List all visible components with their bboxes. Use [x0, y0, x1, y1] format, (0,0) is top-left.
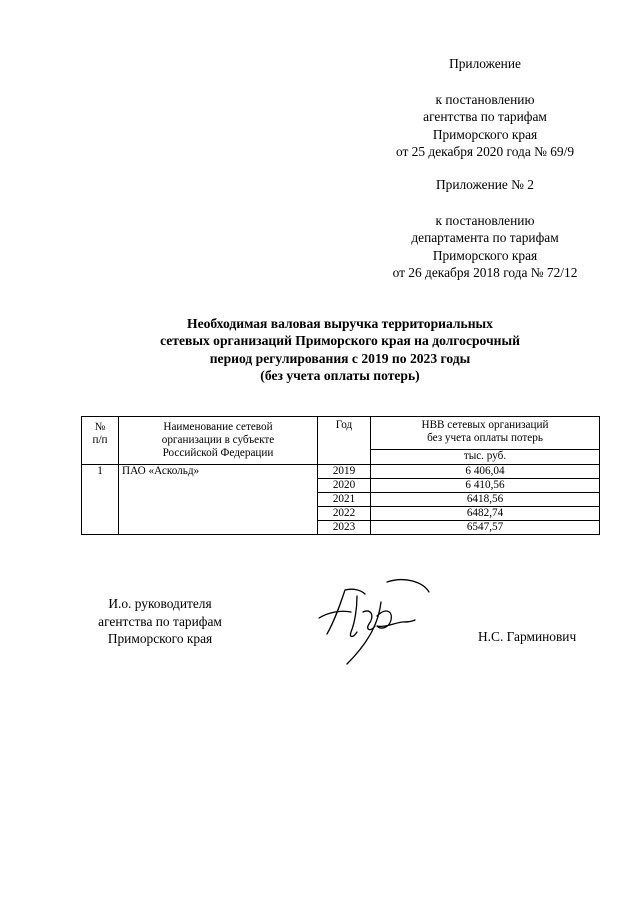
appendix-line: Приморского края [432, 247, 538, 263]
header-year: Год [318, 417, 371, 465]
row-year: 2021 [318, 493, 371, 507]
title-line: период регулирования с 2019 по 2023 годы [209, 350, 471, 366]
row-year: 2022 [318, 507, 371, 521]
title-line: (без учета оплаты потерь) [260, 368, 420, 384]
row-value: 6418,56 [371, 493, 600, 507]
row-value: 6547,57 [371, 521, 600, 535]
row-org-name: ПАО «Аскольд» [119, 465, 318, 535]
row-value: 6482,74 [371, 507, 600, 521]
attachment-line: Приморского края [432, 126, 538, 142]
appendix-line: от 26 декабря 2018 года № 72/12 [392, 265, 578, 281]
attachment-header [360, 55, 610, 161]
header-name: Наименование сетевой организации в субъекте Российской Федерации [119, 417, 318, 465]
appendix-header [360, 176, 610, 282]
title-line: сетевых организаций Приморского края на долгосрочный [160, 333, 520, 349]
table-row [82, 465, 600, 479]
row-year: 2019 [318, 465, 371, 479]
appendix-line: департамента по тарифам [411, 230, 559, 246]
appendix-line: к постановлению [435, 212, 535, 228]
handwritten-signature [305, 572, 435, 672]
row-value: 6 410,56 [371, 479, 600, 493]
signatory-name: Н.С. Гарминович [478, 629, 577, 644]
row-value: 6 406,04 [371, 465, 600, 479]
attachment-title: Приложение [449, 56, 521, 71]
header-num: № п/п [82, 417, 119, 465]
row-num: 1 [82, 465, 119, 535]
attachment-line: агентства по тарифам [423, 109, 547, 125]
attachment-line: от 25 декабря 2020 года № 69/9 [395, 144, 575, 160]
nvv-table [81, 416, 600, 535]
title-line: Необходимая валовая выручка территориальных [187, 316, 493, 331]
signatory-position: И.о. руководителя агентства по тарифам Приморского края [98, 596, 222, 647]
row-year: 2023 [318, 521, 371, 535]
document-title [120, 315, 560, 385]
appendix-title: Приложение № 2 [435, 177, 535, 192]
attachment-line: к постановлению [435, 91, 535, 107]
header-unit: тыс. руб. [371, 450, 600, 465]
header-value: НВВ сетевых организаций без учета оплаты потерь [371, 417, 600, 450]
row-year: 2020 [318, 479, 371, 493]
